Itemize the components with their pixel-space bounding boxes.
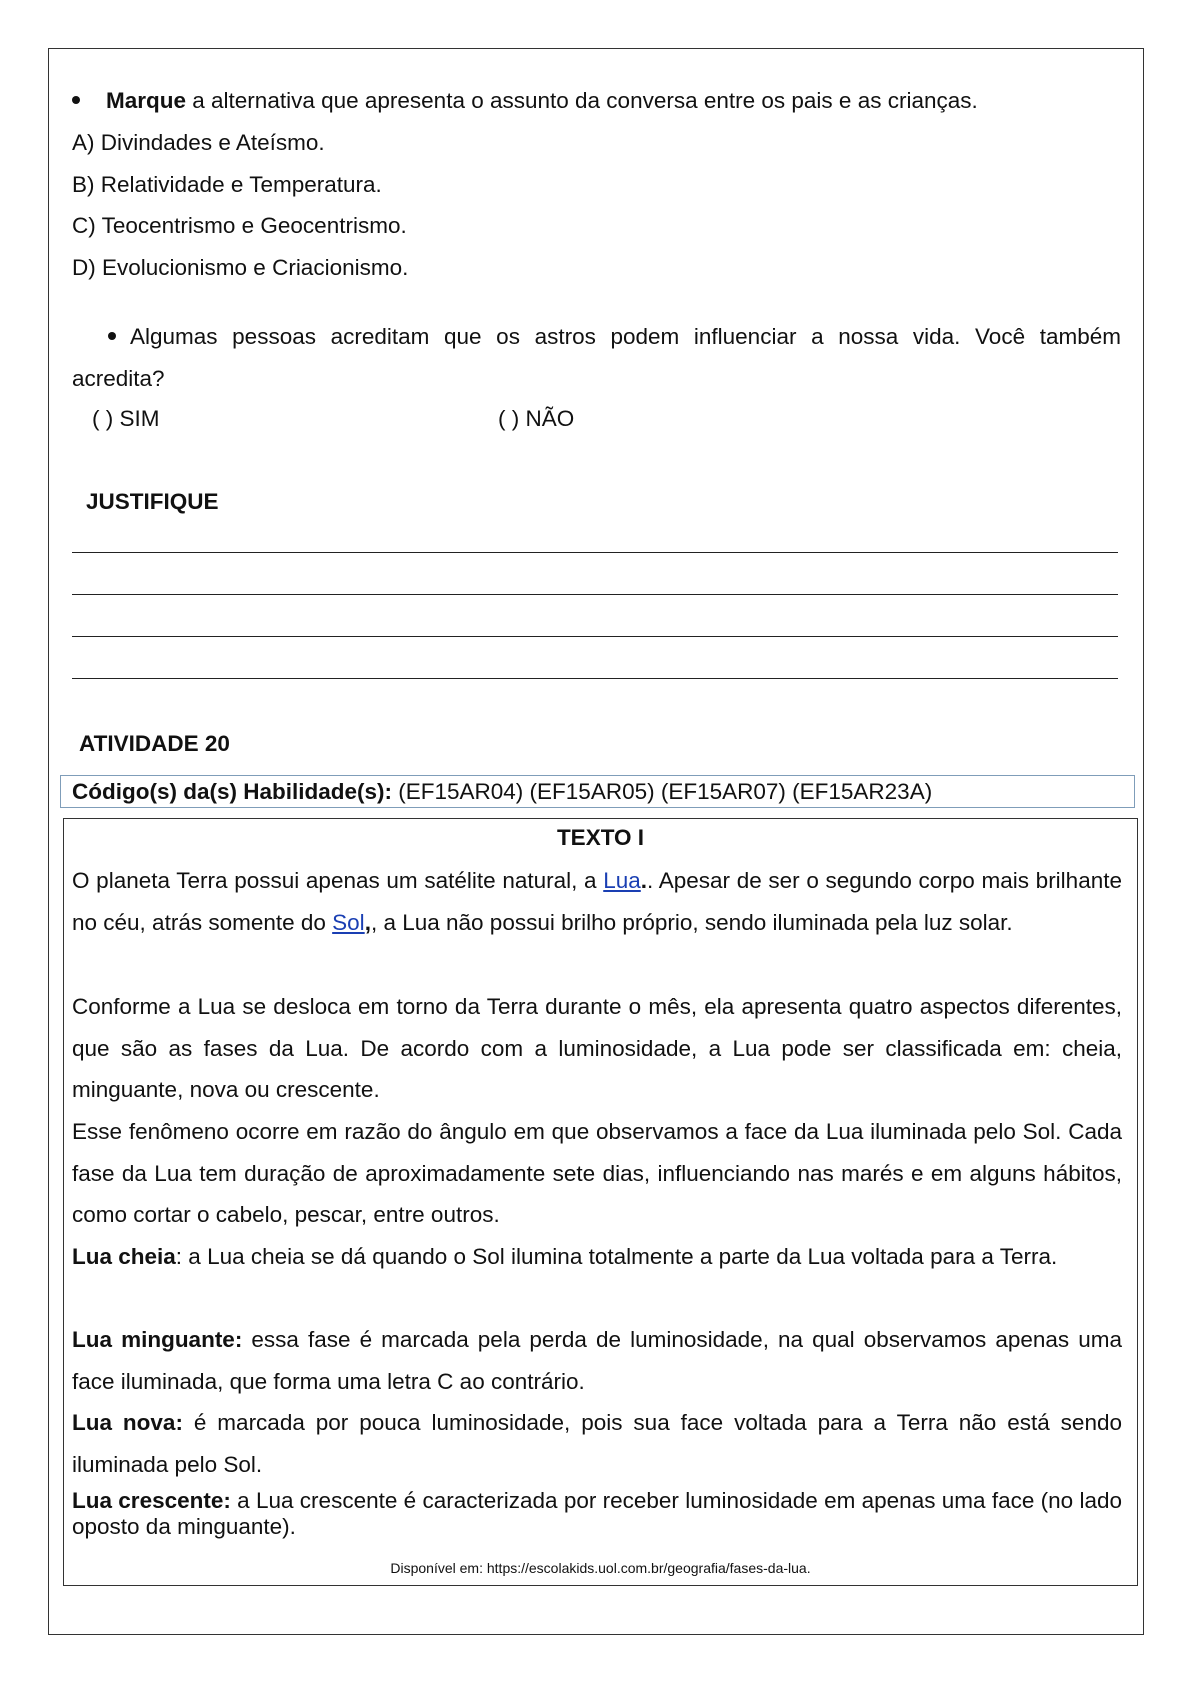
question2-line1: Algumas pessoas acreditam que os astros podem influenciar a nossa vida. Você também <box>72 323 1121 350</box>
phase-lua-cheia: Lua cheia: a Lua cheia se dá quando o Sol ilumina totalmente a parte da Lua voltada para a Terra. <box>72 1244 1058 1269</box>
phase-lua-minguante: Lua minguante: essa fase é marcada pela perda de luminosidade, na qual observamos apenas uma face iluminada, que forma uma letra C ao contrário. <box>72 1327 1123 1394</box>
texto-paragraph-1: O planeta Terra possui apenas um satélite natural, a Lua.. Apesar de ser o segundo corpo mais brilhante no céu, atrás somente do Sol,, a Lua não possui brilho próprio, sendo iluminada pela luz solar. <box>72 868 1122 935</box>
bullet-icon <box>72 96 80 104</box>
texto-paragraph-3: Esse fenômeno ocorre em razão do ângulo em que observamos a face da Lua iluminada pelo Sol. Cada fase da Lua tem duração de aproximadamente sete dias, influenciando nas marés e em alguns hábitos, como cortar o cabelo, pescar, entre outros. <box>72 1119 1122 1227</box>
bullet-icon <box>108 332 116 340</box>
phase-lua-crescente: Lua crescente: a Lua crescente é caracterizada por receber luminosidade em apenas uma face (no lado oposto da minguante). <box>72 1488 1122 1539</box>
option-b[interactable]: B) Relatividade e Temperatura. <box>72 172 382 197</box>
answer-line[interactable] <box>72 636 1118 637</box>
texto-title: TEXTO I <box>556 825 645 850</box>
answer-line[interactable] <box>72 552 1118 553</box>
option-a[interactable]: A) Divindades e Ateísmo. <box>72 130 325 155</box>
activity-title: ATIVIDADE 20 <box>79 731 230 756</box>
skills-code <box>72 778 932 805</box>
justify-label: JUSTIFIQUE <box>86 489 219 514</box>
source-citation: Disponível em: https://escolakids.uol.com.br/geografia/fases-da-lua. <box>390 1560 811 1576</box>
answer-line[interactable] <box>72 678 1118 679</box>
lua-link[interactable]: Lua <box>603 868 641 893</box>
texto-paragraph-2: Conforme a Lua se desloca em torno da Terra durante o mês, ela apresenta quatro aspectos diferentes, que são as fases da Lua. De acordo com a luminosidade, a Lua pode ser classificada em: cheia, minguante, nova ou crescente. <box>72 994 1122 1102</box>
question2-line2: acredita? <box>72 366 165 391</box>
phase-lua-nova: Lua nova: é marcada por pouca luminosidade, pois sua face voltada para a Terra não está sendo iluminada pelo Sol. <box>72 1410 1122 1477</box>
skills-code-values: (EF15AR04) (EF15AR05) (EF15AR07) (EF15AR23A) <box>392 779 933 804</box>
option-sim[interactable]: ( ) SIM <box>92 406 160 431</box>
skills-code-label: Código(s) da(s) Habilidade(s): <box>72 779 392 804</box>
question1-bold: Marque <box>106 88 187 113</box>
option-d[interactable]: D) Evolucionismo e Criacionismo. <box>72 255 409 280</box>
option-c[interactable]: C) Teocentrismo e Geocentrismo. <box>72 213 407 238</box>
question1-prompt <box>72 87 978 114</box>
sol-link[interactable]: Sol <box>332 909 365 935</box>
question1-text: a alternativa que apresenta o assunto da conversa entre os pais e as crianças. <box>186 88 978 113</box>
option-nao[interactable]: ( ) NÃO <box>498 406 575 431</box>
answer-line[interactable] <box>72 594 1118 595</box>
